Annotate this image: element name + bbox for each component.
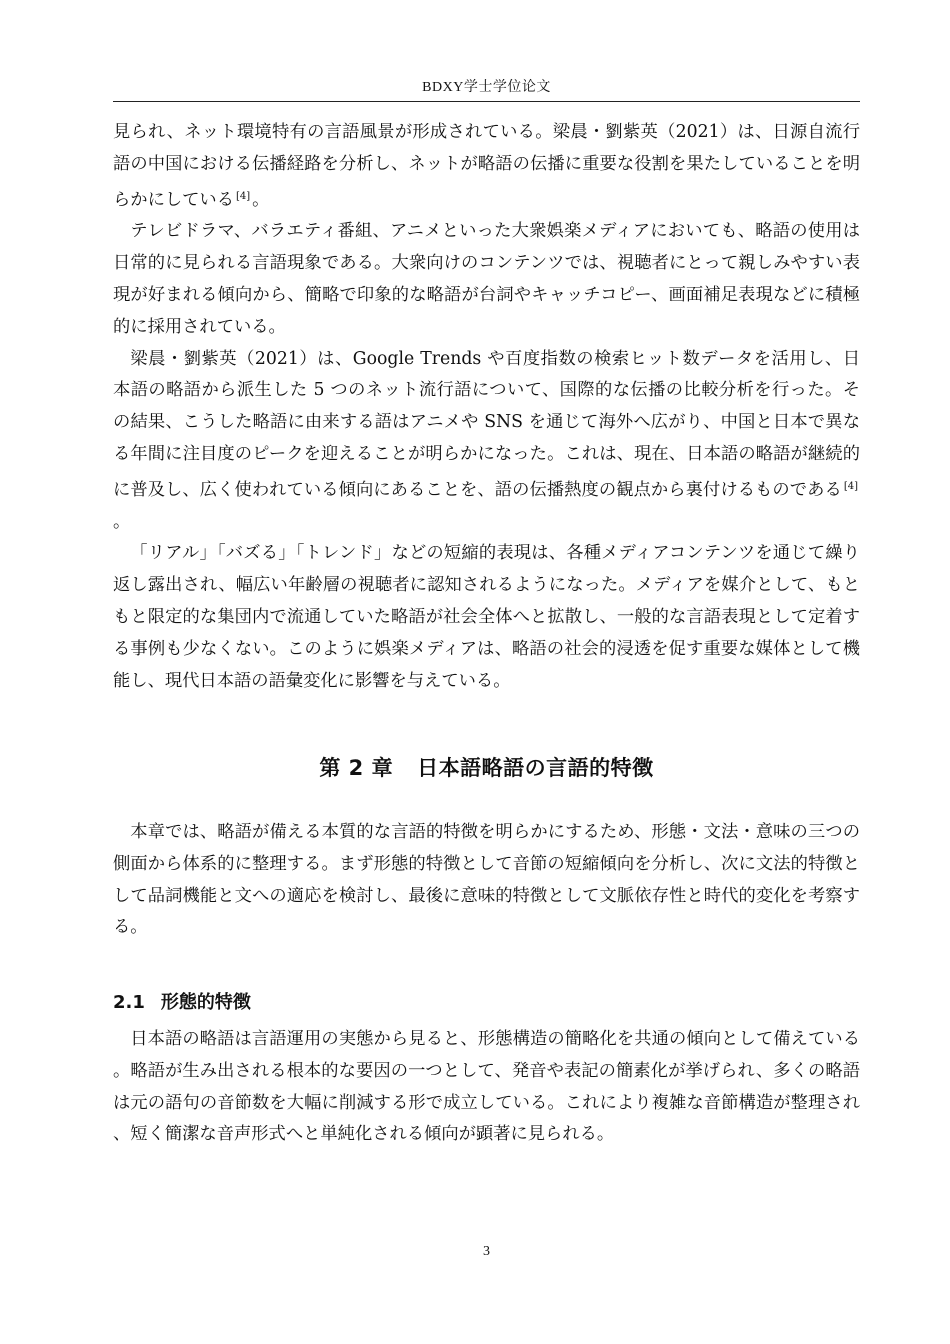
paragraph-3	[113, 344, 860, 539]
paragraph-2: テレビドラマ、バラエティ番組、アニメといった大衆娯楽メディアにおいても、略語の使用は日常的に見られる言語現象である。大衆向けのコンテンツでは、視聴者にとって親しみやすい表現が好まれる傾向から、簡略で印象的な略語が台詞やキャッチコピー、画面補足表現などに積極的に採用されている。	[113, 221, 860, 337]
section-paragraph-1: 日本語の略語は言語運用の実態から見ると、形態構造の簡略化を共通の傾向として備えている。略語が生み出される根本的な要因の一つとして、発音や表記の簡素化が挙げられ、多くの略語は元の語句の音節数を大幅に削減する形で成立している。これにより複雑な音節構造が整理され、短く簡潔な音声形式へと単純化される傾向が顕著に見られる。	[113, 1029, 860, 1145]
chapter-heading	[113, 752, 860, 782]
section-heading	[113, 988, 251, 1014]
chapter-intro	[113, 817, 860, 944]
paragraph-3-tail: 。	[113, 511, 131, 532]
section-title: 形態的特徴	[160, 992, 251, 1013]
citation-mark: [4]	[843, 480, 858, 492]
citation-mark: [4]	[235, 190, 251, 202]
paragraph-1-text: 見られ、ネット環境特有の言語風景が形成されている。梁晨・劉紫英（2021）は、日源自流行語の中国における伝播経路を分析し、ネットが略語の伝播に重要な役割を果たしていることを明らかにしている	[113, 122, 860, 210]
paragraph-1	[113, 117, 860, 216]
running-header: BDXY学士学位论文	[422, 80, 551, 95]
section-1-continuation	[113, 117, 860, 697]
page-number: 3	[483, 1244, 490, 1259]
section-2-1-body	[113, 1024, 860, 1151]
chapter-title: 日本語略語の言語的特徴	[417, 756, 654, 780]
paragraph-3-text: 梁晨・劉紫英（2021）は、Google Trends や百度指数の検索ヒット数データを活用し、日本語の略語から派生した 5 つのネット流行語について、国際的な伝播の比較分析を行った。その結果、こうした略語に由来する語はアニメや SNS を通じて海外へ広がり、中国と日本で異なる年間に注目度のピークを迎えることが明らかになった。これは、現在、日本語の略語が継続的に普及し、広く使われている傾向にあることを、語の伝播熱度の観点から裏付けるものである	[113, 348, 860, 500]
chapter-number: 第 2 章	[319, 756, 394, 780]
section-number: 2.1	[113, 992, 145, 1013]
paragraph-4: 「リアル」「バズる」「トレンド」などの短縮的表現は、各種メディアコンテンツを通じて繰り返し露出され、幅広い年齢層の視聴者に認知されるようになった。メディアを媒介として、もともと限定的な集団内で流通していた略語が社会全体へと拡散し、一般的な言語表現として定着する事例も少なくない。このように娯楽メディアは、略語の社会的浸透を促す重要な媒体として機能し、現代日本語の語彙変化に影響を与えている。	[113, 543, 860, 691]
chapter-intro-paragraph: 本章では、略語が備える本質的な言語的特徴を明らかにするため、形態・文法・意味の三つの側面から体系的に整理する。まず形態的特徴として音節の短縮傾向を分析し、次に文法的特徴として品詞機能と文への適応を検討し、最後に意味的特徴として文脈依存性と時代的変化を考察する。	[113, 822, 860, 938]
paragraph-1-tail: 。	[252, 189, 270, 210]
header-rule	[113, 101, 860, 102]
